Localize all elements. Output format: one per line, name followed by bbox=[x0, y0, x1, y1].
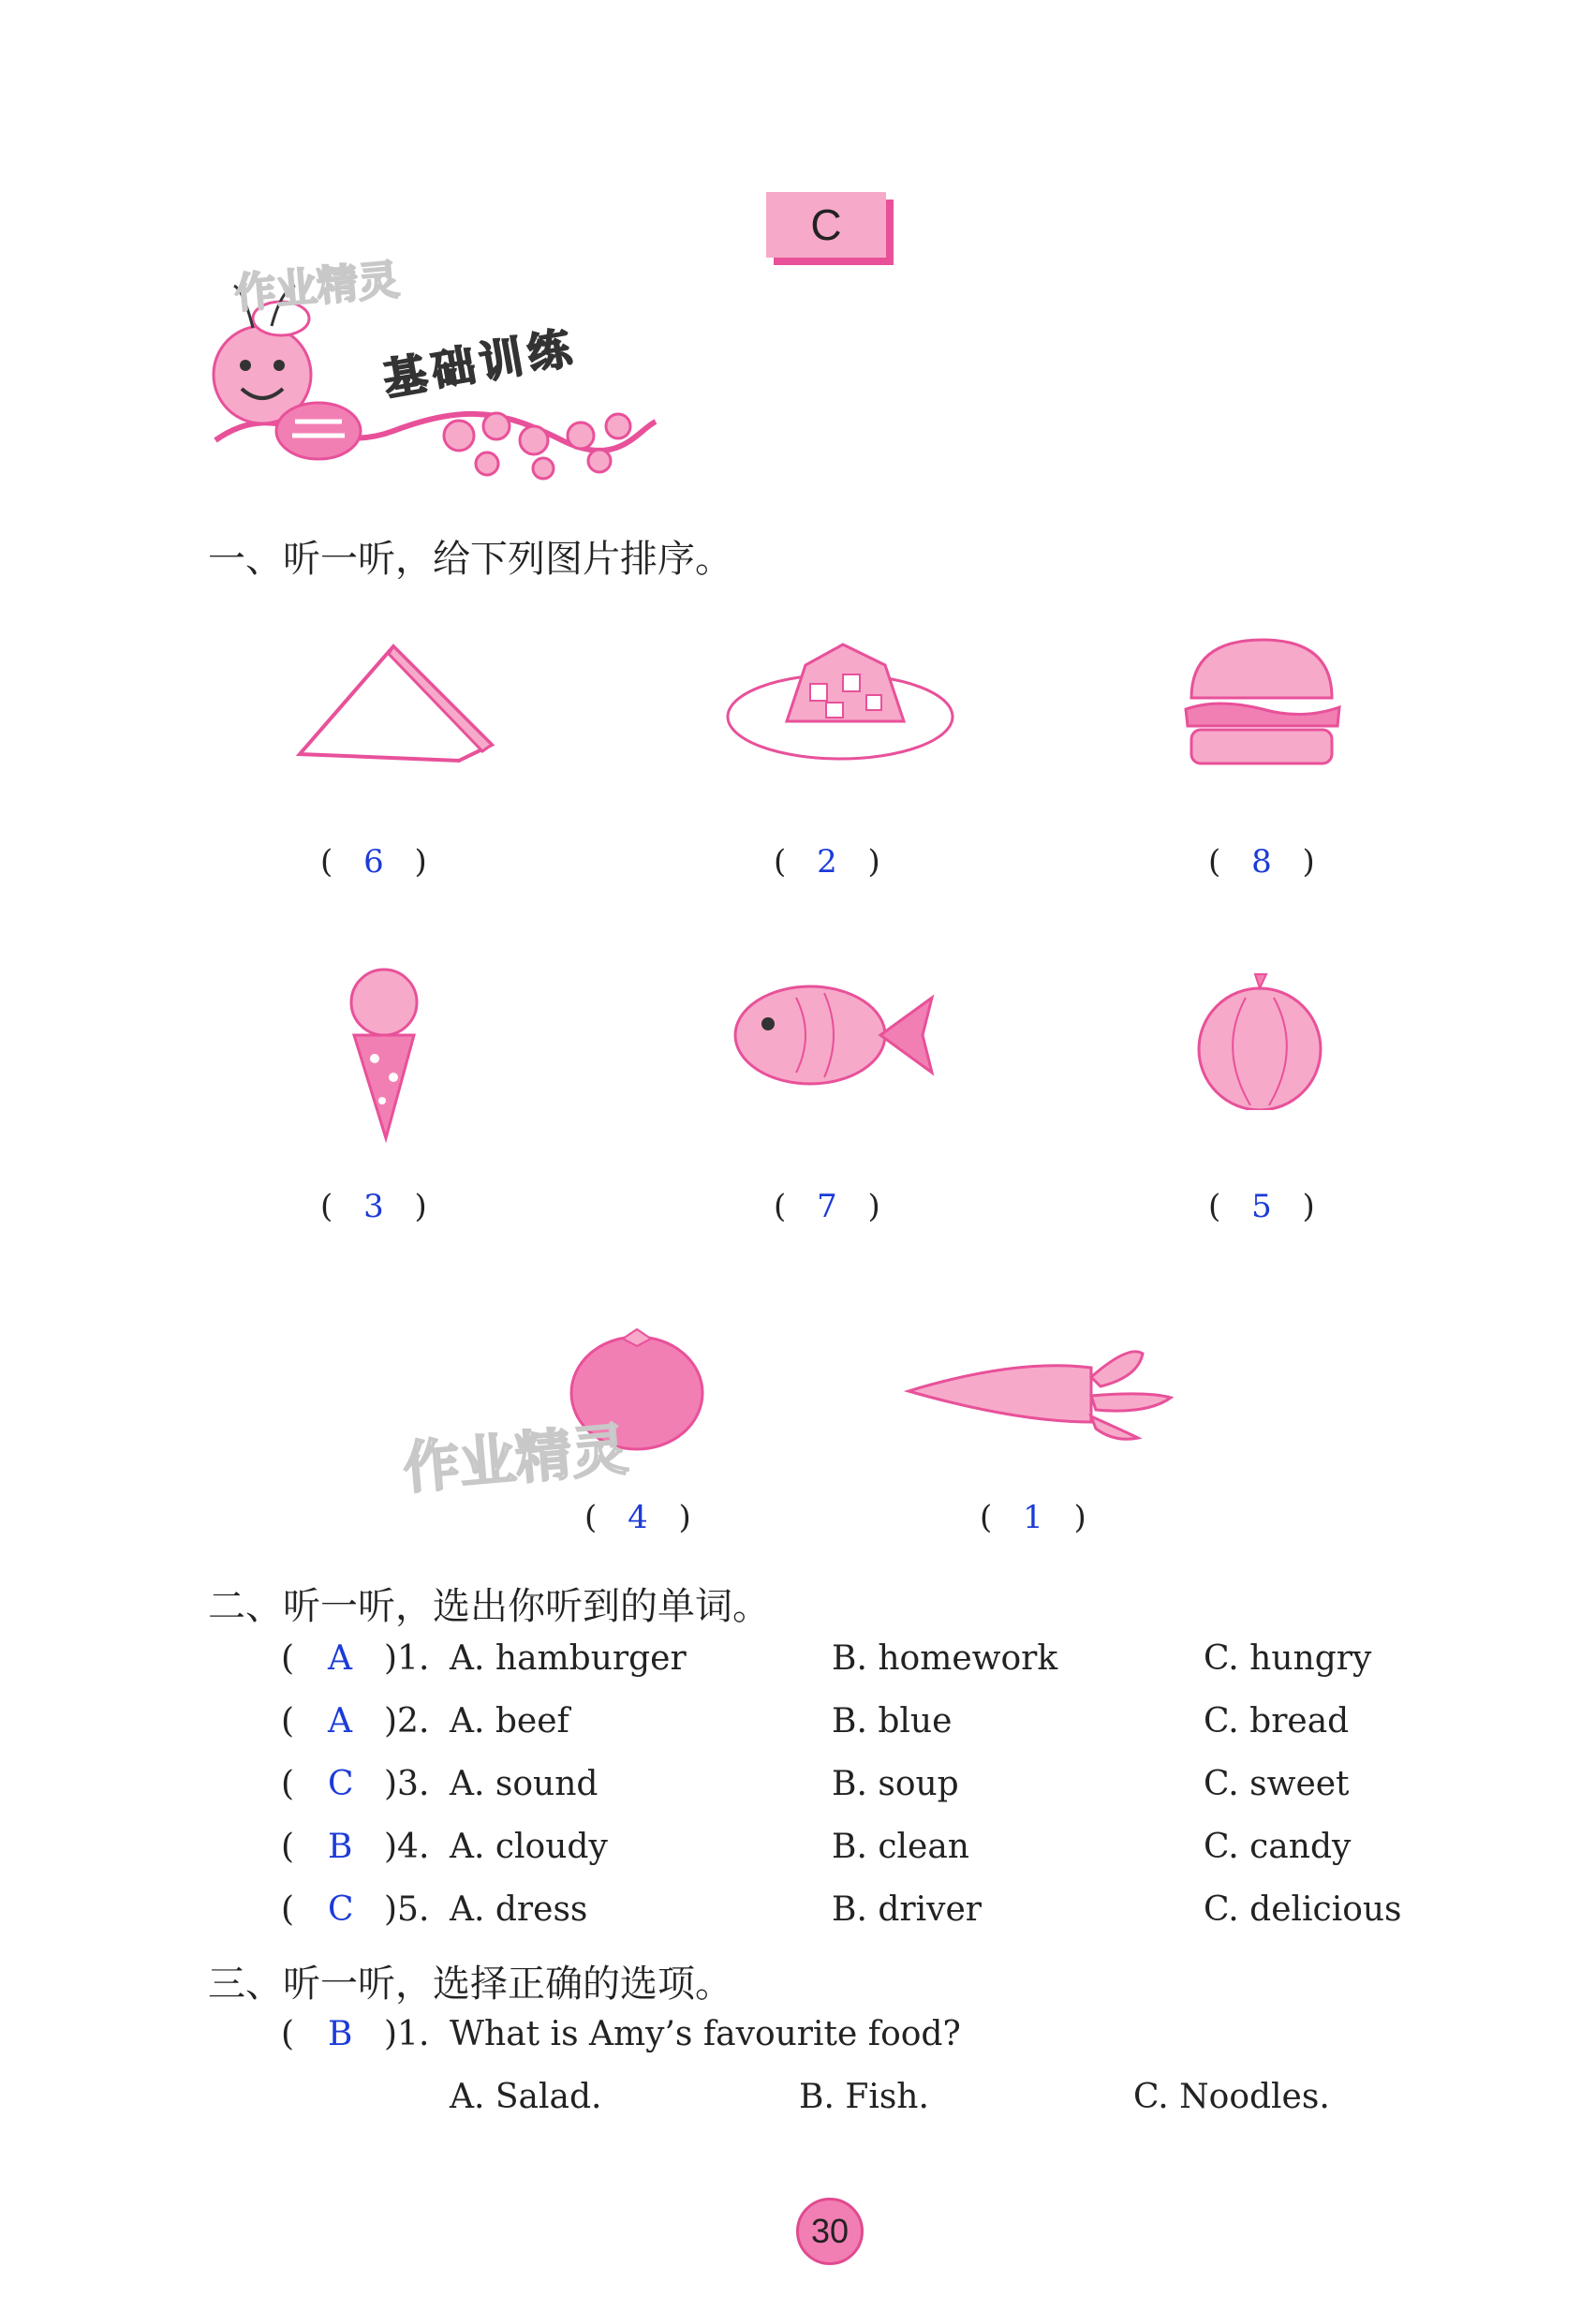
fish-icon bbox=[731, 970, 937, 1101]
answer-paren: ( 5 ) bbox=[1208, 1188, 1315, 1225]
answer-paren: ( 6 ) bbox=[320, 843, 427, 881]
part1-heading: 一、听一听，给下列图片排序。 bbox=[208, 538, 732, 581]
answer-paren: ( 1 ) bbox=[980, 1499, 1086, 1536]
ice-cream-icon bbox=[347, 965, 421, 1143]
answer-paren: ( 7 ) bbox=[774, 1188, 880, 1225]
hamburger-icon bbox=[1180, 632, 1344, 773]
question-row: ( C )3. A. sound B. soup C. sweet bbox=[281, 1765, 1350, 1803]
carrot-icon bbox=[904, 1340, 1175, 1443]
part2-heading: 二、听一听，选出你听到的单词。 bbox=[208, 1585, 770, 1628]
page-number: 30 bbox=[796, 2198, 864, 2265]
answer-paren: ( 4 ) bbox=[584, 1499, 691, 1536]
onion-icon bbox=[1190, 970, 1330, 1110]
question-row: ( B )1. What is Amy’s favourite food? bbox=[281, 2015, 961, 2053]
sandwich-icon bbox=[290, 637, 506, 778]
answer-paren: ( 2 ) bbox=[774, 843, 880, 881]
question-row: ( B )4. A. cloudy B. clean C. candy bbox=[281, 1828, 1352, 1866]
answer-paren: ( 8 ) bbox=[1208, 843, 1315, 881]
watermark-mid: 作业精灵 bbox=[400, 1416, 631, 1503]
banner-title: 基础训练 bbox=[379, 321, 581, 406]
question-row: ( A )2. A. beef B. blue C. bread bbox=[281, 1702, 1350, 1741]
question-row: ( A )1. A. hamburger B. homework C. hungry bbox=[281, 1639, 1372, 1678]
answer-paren: ( 3 ) bbox=[320, 1188, 427, 1225]
part3-heading: 三、听一听，选择正确的选项。 bbox=[208, 1963, 732, 2006]
question-row: ( C )5. A. dress B. driver C. delicious bbox=[281, 1890, 1402, 1929]
salad-icon bbox=[721, 637, 960, 778]
watermark: 作业精灵 bbox=[232, 256, 402, 319]
section-tab: C bbox=[766, 192, 886, 258]
options-row: A. Salad. B. Fish. C. Noodles. bbox=[450, 2078, 1330, 2116]
